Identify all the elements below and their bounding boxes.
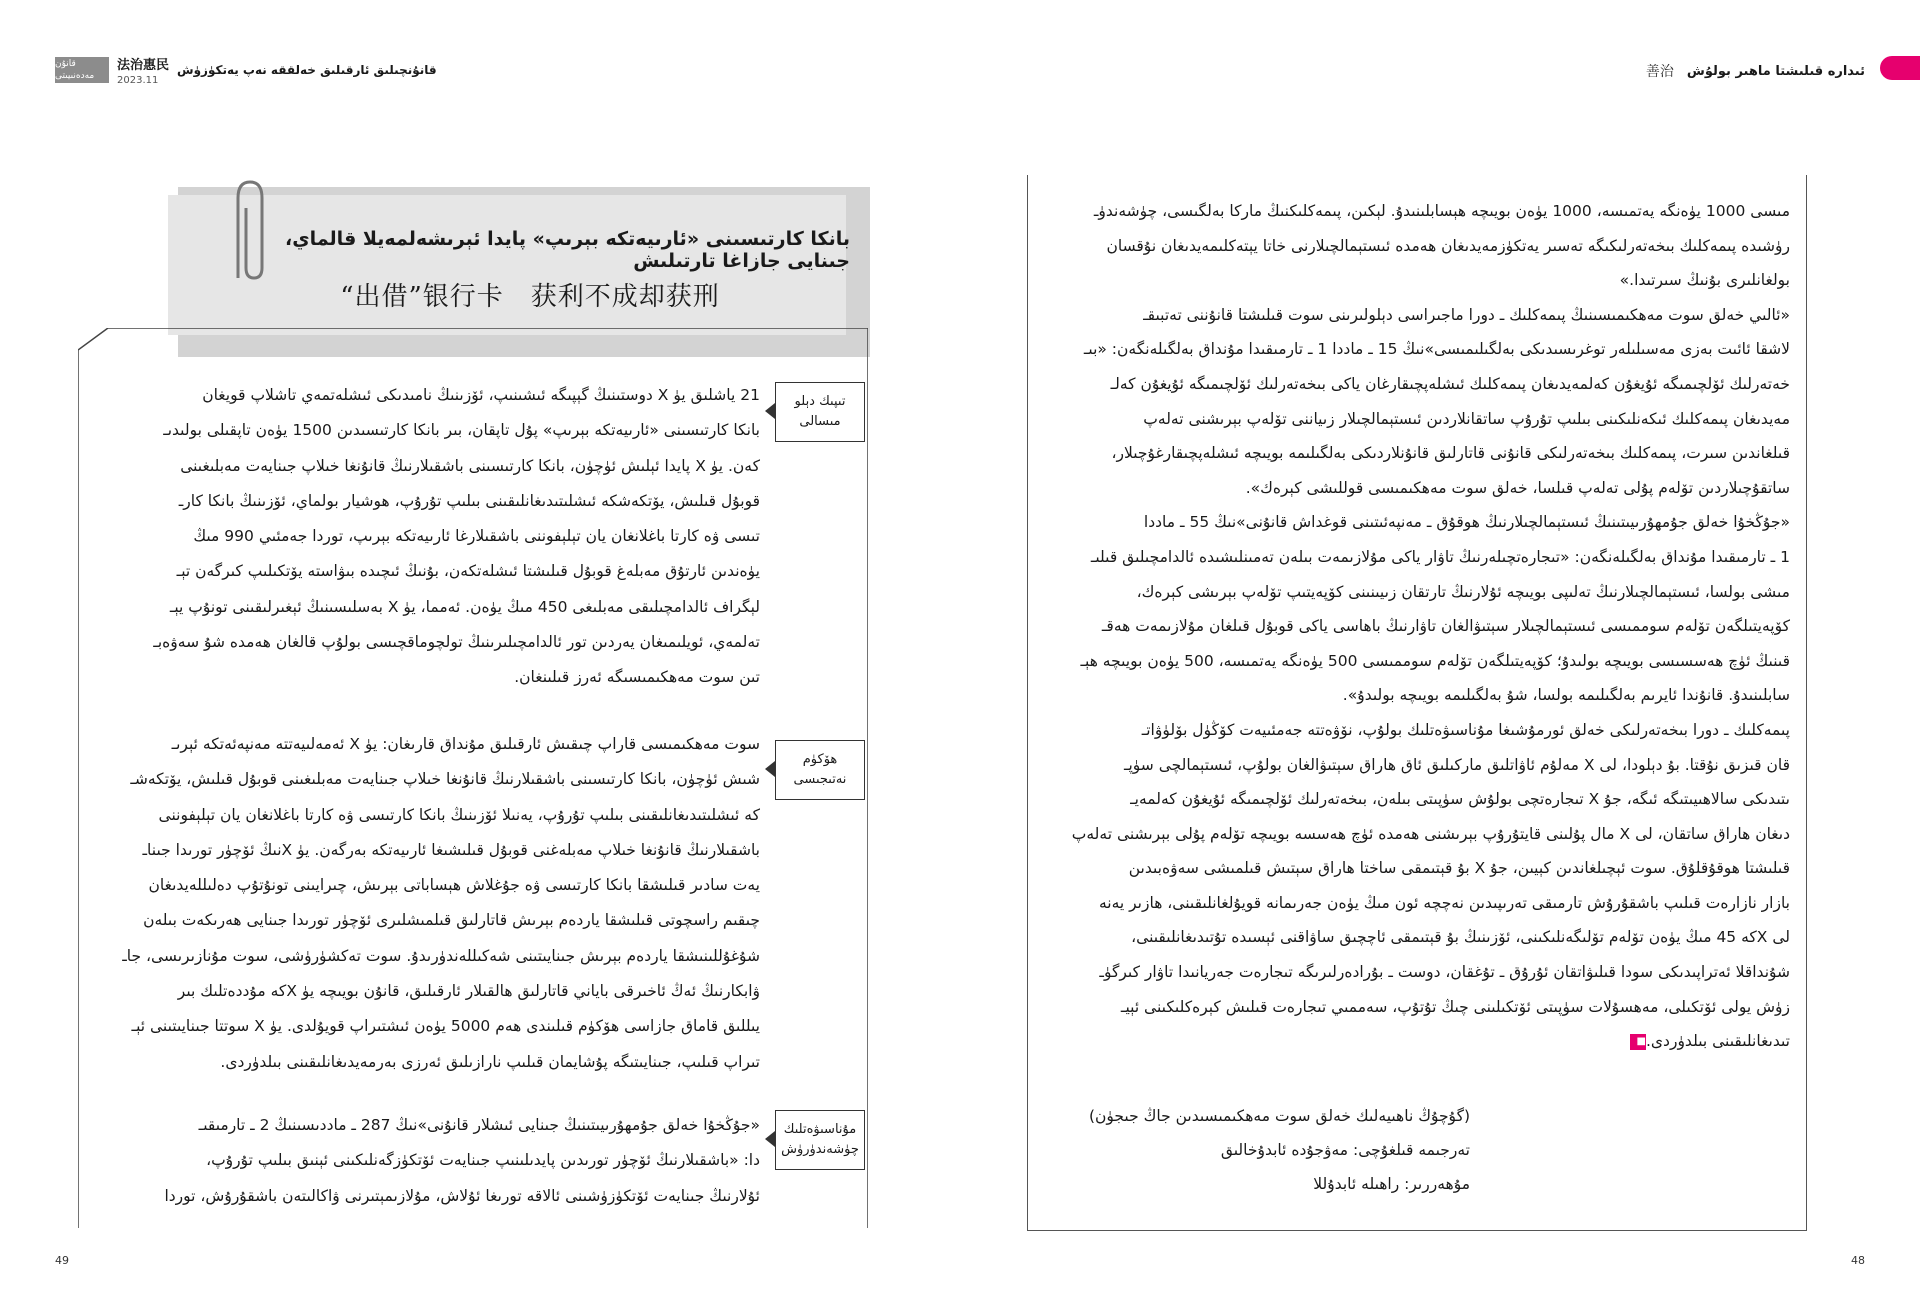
badge-text: قانۇن مەدەنىيىتى <box>55 59 95 81</box>
text-line: شىش ئۈچۈن، بانكا كارتىسىنى باشقىلارنىڭ قانۇنغا خىلاپ جىنايەت مەبلىغىنى قوبۇل قىلىش، يۆتكەشـ <box>130 770 760 789</box>
end-mark-icon: ■ <box>1630 1034 1646 1050</box>
text-line: يەت سادىر قىلىشقا بانكا كارتىسى ۋە جۇغلاش ھېساباتى بېرىش، چىرايىنى تونۇتۇپ دەلىللەيدىغان <box>148 876 760 895</box>
translator-line: تەرجىمە قىلغۇچى: مەۋجۇدە ئابدۇخالىق <box>1220 1141 1470 1159</box>
paragraph-verdict <box>90 727 760 1080</box>
text-line: شۇغۇللىنىشقا ياردەم بېرىش جىنايىتىنى شەكىللەندۈرىدۇ. سوت تەكشۈرۈشى، سوت مۇنازىرىسى، جاـ <box>122 946 760 965</box>
text-line: پىمەكلىك ـ دورا بىخەتەرلىكى خەلق ئورمۇشىغا مۇناسىۋەتلىك بولۇپ، نۆۋەتتە جەمئىيەت كۆڭۈل بۆلۈۋاتـ <box>1141 720 1790 739</box>
text-line: سوت مەھكىمىسى قاراپ چىقىش ئارقىلىق مۇنداق قارىغان: يۈ X ئەمەلىيەتتە مەنپەئەتكە ئېرىـ <box>171 735 760 753</box>
text-line: باشقىلارنىڭ قانۇنغا خىلاپ مەبلەغنى قوبۇل قىلىشىغا ئارىيەتكە بەرگەن. يۈ Xنىڭ ئۆچۈر تورىدا جىناـ <box>142 840 760 859</box>
label-text: مۇناسىۋەتلىك چۈشەندۈرۈش <box>781 1122 859 1157</box>
text-line: مىشى بولسا، ئىستېمالچىلارنىڭ تەلىپى بويىچە ئۇلارنىڭ تارتقان زىيىنىنى كۆپەيتىپ تۆلەپ بېرىشى كېرەك، <box>1136 582 1790 601</box>
seal-logo: 善治 <box>1645 64 1674 80</box>
text-line: كۆپەيتىلگەن تۆلەم سوممىسى ئىستېمالچىلار سېتىۋالغان تاۋارنىڭ باھاسى ياكى قوبۇل قىلغان مۇلازىمەت ھەقـ <box>1101 617 1790 636</box>
text-line: لېگراف ئالدامچىلىقى مەبلىغى 450 مىڭ يۈەن. ئەمما، يۈ X بەسلىسىنىڭ ئېغىرلىقىنى تونۇپ يېـ <box>169 597 760 616</box>
text-line: «ئالىي خەلق سوت مەھكىمىسىنىڭ پىمەكلىك ـ دورا ماجىراسى دېلولىرىنى سوت قىلىشتا قانۇننى تەتبىقـ <box>1143 305 1790 324</box>
text-line: قىلغاندىن سىرت، پىمەكلىك بىخەتەرلىكى قانۇنى قاتارلىق قانۇنلاردىكى بەلگىلىمە بويىچە ئىشلەپچىقارغۇچىلار، <box>1111 444 1790 463</box>
text-line: تىن سوت مەھكىمىسىگە ئەرز قىلىنغان. <box>514 668 760 687</box>
text-line: ىتىدىكى سالاھىيىتىگە ئىگە، جۇ X تىجارەتچى بولۇش سۈپىتى بىلەن، بىخەتەرلىك ئۆلچىمىگە ئۇيغۇن كەلمەيـ <box>1130 790 1790 809</box>
text-line: دىغان ھاراق ساتقان، لى X مال پۇلىنى قايتۇرۇپ بېرىشنى ھەمدە ئۈچ ھەسسە بويىچە تۆلەم پۇلى بېرىشنى تەلەپ <box>1071 824 1790 843</box>
text-line: تىسى ۋە كارتا باغلانغان يان تېلېفوننى باشقىلارغا ئارىيەتكە بېرىپ، توردا جەمئىي 990 مىڭ <box>193 527 760 546</box>
text-line: قوبۇل قىلىش، يۆتكەشكە ئىشلىتىدىغانلىقىنى بىلىپ تۇرۇپ، ھوشيار بولماي، ئۆزىنىڭ بانكا كارـ <box>178 491 760 510</box>
text-line: قان قىزىق نۇقتا. بۇ دېلودا، لى X مەلۇم ئاۋاتلىق ماركىلىق ئاق ھاراق سېتىۋالغان بولۇپ، ئىستېمالچى سۈپـ <box>1123 755 1790 774</box>
text-line: يۈەندىن ئارتۇق مەبلەغ قوبۇل قىلىشتا ئىشلەتكەن، بۇنىڭ ئىچىدە بىۋاستە يۆتكىلىپ كىرگەن تېـ <box>176 562 760 581</box>
text-line: لاشقا ئائىت بەزى مەسىلىلەر توغرىسىدىكى بەلگىلىمىسى»نىڭ 15 ـ ماددا 1 ـ تارمىقىدا مۇنداق بەلگىلەنگەن: «بىـ <box>1083 340 1790 359</box>
text-line: بازار نازارەت قىلىپ باشقۇرۇش تارمىقى تەرىپىدىن نەچچە ئون مىڭ يۈەن جەرىمانە قويۇلغانلىقىنى، ھازىر يەنە <box>1098 893 1790 912</box>
text-line: 1 ـ تارمىقىدا مۇنداق بەلگىلەنگەن: «تىجارەتچىلەرنىڭ تاۋار ياكى مۇلازىمەت بىلەن تەمىنلىشىدە ئالدامچىلىق قىلىـ <box>1090 547 1790 566</box>
page-number-left: 49 <box>55 1254 69 1267</box>
label-typical-case <box>775 382 865 442</box>
label-arrow-icon <box>765 1131 775 1147</box>
text-line: تىراپ قىلىپ، جىنايىتىگە پۇشايمان قىلىپ نارازىلىق ئەرزى بەرمەيدىغانلىقىنى بىلدۈردى. <box>220 1052 760 1071</box>
text-line: مىسى 1000 يۈەنگە يەتمىسە، 1000 يۈەن بويىچە ھېسابلىنىدۇ. لېكىن، پىمەكلىكنىڭ ماركا بەلگىسى، چۈشەندۈـ <box>1093 202 1790 220</box>
page-number-right: 48 <box>1851 1254 1865 1267</box>
magazine-badge <box>55 57 109 83</box>
text-line: دا: «باشقىلارنىڭ ئۆچۈر تورىدىن پايدىلىنىپ جىنايەت ئۆتكۈزگەنلىكىنى ئېنىق بىلىپ تۇرۇپ، <box>206 1151 760 1170</box>
text-line: زۈش يولى ئۆتكىلى، مەھسۇلات سۈپىتى ئۆتكىلىنى چىڭ تۇتۇپ، سەممىي تىجارەت قىلىش كېرەكلىكىنى ئېيـ <box>1120 997 1790 1016</box>
text-line: مەيدىغان پىمەكلىك ئىكەنلىكىنى بىلىپ تۇرۇپ ساتقانلاردىن ئىستېمالچىلار زىياننى تۆلەپ بېرىشنى تەلەپ <box>1143 409 1790 428</box>
header-right-title: ئىدارە قىلىشتا ماھىر بولۇش <box>1686 63 1865 79</box>
text-line: كەن. يۈ X پايدا ئېلىش ئۈچۈن، بانكا كارتىسىنى باشقىلارنىڭ قانۇنغا خىلاپ جىنايەت مەبلىغىنى <box>180 456 760 475</box>
text-line: شۇنداقلا ئەتراپىدىكى سودا قىلىۋاتقان ئۇرۇق ـ تۇغقان، دوست ـ بۇرادەرلىرىگە تىجارەت جەريانىدا تاۋار كىرگۈـ <box>1099 963 1790 982</box>
text-line: تەلمەي، ئويلىمىغان يەردىن تور ئالدامچىلىرىنىڭ تولچوماقچىسى بولۇپ قالغان ھەمدە شۇ سەۋەبـ <box>153 633 760 652</box>
right-column-text <box>1045 194 1790 1059</box>
text-line: ئۇلارنىڭ جىنايەت ئۆتكۈزۈشىنى ئالاقە تورىغا ئۇلاش، مۇلازىمېتىرنى ۋاكالىتەن باشقۇرۇش، توردا <box>164 1186 760 1205</box>
text-line <box>1045 1024 1790 1059</box>
text-line: قىلىشتا ھوقۇقلۇق. سوت ئېچىلغاندىن كېيىن، جۇ X بۇ قېتىمقى ساختا ھاراق سېتىش قىلمىشى سەۋەبىدىن <box>1128 859 1790 878</box>
text-line: يىللىق قاماق جازاسى ھۆكۈم قىلىندى ھەم 5000 يۈەن ئىشتىراپ قويۇلدى. يۈ X سوتتا جىنايىتىنى ئېـ <box>131 1017 760 1036</box>
header-left-title: قانۇنچىلىق ئارقىلىق خەلققە نەپ يەتكۈزۈش <box>177 63 437 77</box>
article-title-chinese: “出借”银行卡 获利不成却获刑 <box>340 282 720 312</box>
text-line: سابلىنىدۇ. قانۇندا ئايرىم بەلگىلىمە بولسا، شۇ بەلگىلىمە بويىچە بولىدۇ». <box>1342 686 1790 705</box>
magazine-date: 2023.11 <box>117 75 159 86</box>
label-text: ھۆكۈم نەتىجىسى <box>793 752 847 787</box>
article-title-uyghur: بانكا كارتىسىنى «ئارىيەتكە بېرىپ» پايدا ئېرىشەلمەيلا قالماي، جىنايى جازاغا تارتىلىش <box>285 228 850 272</box>
text-line: بولغانلىرى بۇنىڭ سىرتىدا.» <box>1619 271 1790 290</box>
signature-block <box>1045 1099 1470 1201</box>
text-line: قىنىڭ ئۈچ ھەسسىسى بويىچە بولىدۇ؛ كۆپەيتىلگەن تۆلەم سوممىسى 500 يۈەنگە يەتمىسە، 500 يۈەن بويىچە ھېـ <box>1080 651 1790 670</box>
paragraph-case <box>90 378 760 696</box>
text-line: 21 ياشلىق يۈ X دوستىنىڭ گېپىگە ئىشىنىپ، ئۆزىنىڭ نامىدىكى ئىشلەتمەي تاشلاپ قويغان <box>202 386 760 404</box>
label-arrow-icon <box>765 403 775 419</box>
text-line: چىقىم راسچوتى قىلىشقا ياردەم بېرىش قاتارلىق قىلمىشلىرى ئۆچۈر تورىدا جىنايى ھەرىكەت بىلەن <box>143 911 760 930</box>
text-line: «جۇڭخۇا خەلق جۇمھۇرىيىتىنىڭ ئىستېمالچىلارنىڭ ھوقۇق ـ مەنپەئىتىنى قوغداش قانۇنى»نىڭ 55 ـ ماددا <box>1143 513 1790 532</box>
editor-line: مۇھەررىر: راھىلە ئابدۇللا <box>1313 1175 1470 1193</box>
text-line: ساتقۇچىلاردىن تۆلەم پۇلى تەلەپ قىلسا، خەلق سوت مەھكىمىسى قوللىشى كېرەك». <box>1245 478 1790 497</box>
text-line: خەتەرلىك ئۆلچىمىگە ئۇيغۇن كەلمەيدىغان پىمەكلىك ئىشلەپچىقارغان ياكى بىخەتەرلىك ئۆلچىمىگە ئۇيغۇن كەلـ <box>1110 374 1790 393</box>
header-right <box>1645 56 1865 86</box>
text-line: بانكا كارتىسىنى «ئارىيەتكە بېرىپ» پۇل تاپقان، بىر بانكا كارتىسىدىن 1500 يۈەن تاپقىلى بولىدىـ <box>163 421 760 440</box>
text-line: رۈشىدە پىمەكلىك بىخەتەرلىكىگە تەسىر يەتكۈزمەيدىغان ھەمدە ئىستېمالچىلارنى خاتا يېتەكلىمەيدىغان نۇقسان <box>1106 236 1790 255</box>
header-left <box>55 55 437 85</box>
magazine-name-block <box>117 54 169 86</box>
text-line: ۋابكارنىڭ ئەڭ ئاخىرقى باياني قاتارلىق ھالقىلار ئارقىلىق، قانۇن بويىچە يۈ Xكە مۇددەتلىك بىر <box>177 982 760 1001</box>
label-arrow-icon <box>765 761 775 777</box>
label-explanation <box>775 1110 865 1170</box>
text-line: «جۇڭخۇا خەلق جۇمھۇرىيىتىنىڭ جىنايى ئىشلار قانۇنى»نىڭ 287 ـ ماددىسىنىڭ 2 ـ تارمىقىـ <box>198 1116 760 1134</box>
label-verdict <box>775 740 865 800</box>
text-line: كە ئىشلىتىدىغانلىقىنى بىلىپ تۇرۇپ، يەنىلا ئۆزىنىڭ بانكا كارتىسى ۋە كارتا باغلانغان يان تېلېفوننى <box>158 805 760 824</box>
paragraph-explanation <box>90 1108 760 1214</box>
accent-tab <box>1880 56 1920 80</box>
magazine-name: 法治惠民 <box>117 58 170 73</box>
label-text: تىپىك دېلو مىسالى <box>794 394 846 429</box>
text-line: لى Xكە 45 مىڭ يۈەن تۆلەم تۆلىگەنلىكىنى، ئۆزىنىڭ بۇ قېتىمقى ئاچچىق ساۋاقنى ئېسىدە تۇتىدىغانلىقىنى، <box>1131 928 1790 947</box>
text-line-end: تىدىغانلىقىنى بىلدۈردى. <box>1646 1032 1790 1051</box>
source-line: (گۇچۇڭ ناھىيەلىك خەلق سوت مەھكىمىسىدىن جاڭ جىجۈن) <box>1088 1107 1470 1125</box>
